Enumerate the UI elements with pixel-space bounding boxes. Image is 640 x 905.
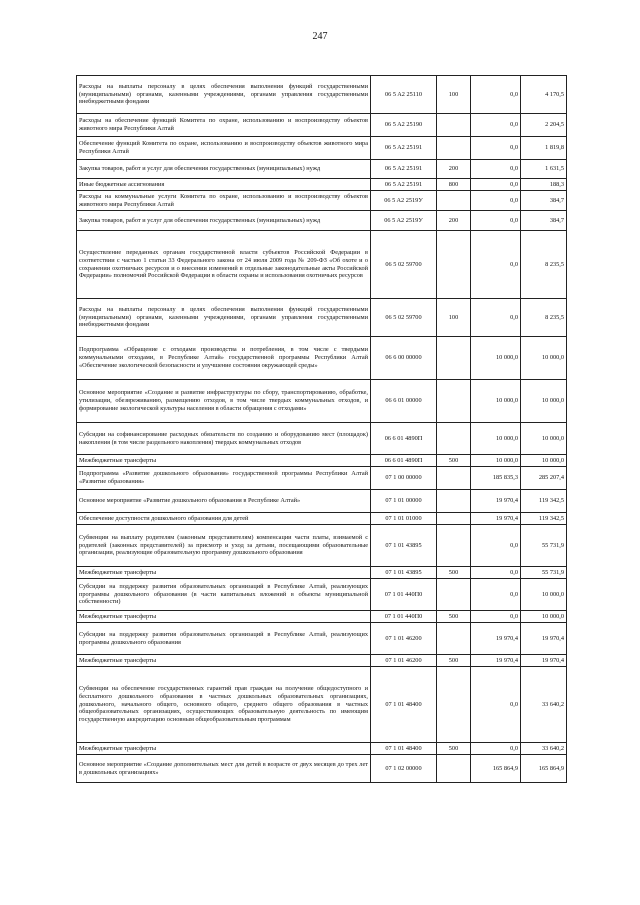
row-type [437, 337, 471, 380]
row-value-2: 10 000,0 [521, 423, 567, 455]
row-name: Субвенции на обеспечение государственных гарантий прав граждан на получение общедоступного и бесплатного дошкольного образования в частных дошкольных образовательных организациях, дошкольного, начального общего, основного общего, среднего общего образования в частных общеобразовательных организациях, осуществляющих образовательную деятельность по имеющим государственную аккредитацию основным общеобразовательным программам [77, 667, 371, 743]
row-name: Расходы на выплаты персоналу в целях обеспечения выполнения функций государственными (муниципальными) органами, казенными учреждениями, органами управления государственными внебюджетными фондами [77, 299, 371, 337]
row-name: Межбюджетные трансферты [77, 455, 371, 467]
row-code: 07 1 01 440П0 [371, 611, 437, 623]
row-value-1: 0,0 [471, 114, 521, 137]
row-type: 500 [437, 567, 471, 579]
page-number: 247 [312, 31, 328, 42]
table-row [77, 611, 567, 623]
row-value-2: 8 235,5 [521, 299, 567, 337]
row-value-2: 1 631,5 [521, 160, 567, 179]
row-code: 07 1 01 00000 [371, 490, 437, 513]
row-type [437, 114, 471, 137]
row-name: Субсидии на поддержку развития образовательных организаций в Республике Алтай, реализующих программы дошкольного образования (в части капитальных вложений в объекты муниципальной собственности) [77, 579, 371, 611]
row-value-2: 10 000,0 [521, 380, 567, 423]
row-name: Межбюджетные трансферты [77, 655, 371, 667]
row-code: 07 1 01 01000 [371, 513, 437, 525]
table-row [77, 211, 567, 231]
row-code: 07 1 01 48400 [371, 743, 437, 755]
row-name: Закупка товаров, работ и услуг для обеспечения государственных (муниципальных) нужд [77, 160, 371, 179]
table-row [77, 191, 567, 211]
table-row [77, 114, 567, 137]
row-value-1: 19 970,4 [471, 490, 521, 513]
table-row [77, 137, 567, 160]
row-value-2: 10 000,0 [521, 611, 567, 623]
row-value-2: 10 000,0 [521, 337, 567, 380]
row-name: Межбюджетные трансферты [77, 743, 371, 755]
table-row [77, 655, 567, 667]
row-value-2: 285 207,4 [521, 467, 567, 490]
table-row [77, 299, 567, 337]
row-value-1: 0,0 [471, 299, 521, 337]
row-code: 06 5 A2 2519У [371, 211, 437, 231]
row-type [437, 667, 471, 743]
row-name: Основное мероприятие «Создание и развитие инфраструктуры по сбору, транспортированию, обработке, утилизации, обезвреживанию, размещению отходов, в том числе твердых коммунальных отходов, и формирование экологической культуры населения в области обращения с отходами» [77, 380, 371, 423]
row-type [437, 623, 471, 655]
table-row [77, 579, 567, 611]
budget-table [76, 75, 567, 783]
row-type: 100 [437, 76, 471, 114]
row-value-2: 10 000,0 [521, 579, 567, 611]
row-value-1: 0,0 [471, 76, 521, 114]
row-type [437, 513, 471, 525]
row-name: Подпрограмма «Развитие дошкольного образования» государственной программы Республики Алтай «Развитие образования» [77, 467, 371, 490]
row-code: 07 1 01 46200 [371, 655, 437, 667]
budget-table-body [77, 76, 567, 783]
row-value-1: 0,0 [471, 743, 521, 755]
row-value-2: 165 864,9 [521, 755, 567, 783]
row-code: 07 1 01 440П0 [371, 579, 437, 611]
row-value-2: 384,7 [521, 191, 567, 211]
row-code: 06 5 02 59700 [371, 299, 437, 337]
row-name: Субсидии на софинансирование расходных обязательств по созданию и оборудованию мест (площадок) накопления (в том числе раздельного накопления) твердых коммунальных отходов [77, 423, 371, 455]
row-value-2: 119 342,5 [521, 513, 567, 525]
table-row [77, 455, 567, 467]
row-value-1: 0,0 [471, 179, 521, 191]
row-value-2: 55 731,9 [521, 525, 567, 567]
row-name: Обеспечение функций Комитета по охране, использованию и воспроизводству объектов животного мира Республики Алтай [77, 137, 371, 160]
row-type [437, 191, 471, 211]
row-value-1: 0,0 [471, 211, 521, 231]
row-value-2: 19 970,4 [521, 623, 567, 655]
row-name: Расходы на обеспечение функций Комитета по охране, использованию и воспроизводству объектов животного мира Республики Алтай [77, 114, 371, 137]
row-type: 100 [437, 299, 471, 337]
row-code: 06 5 A2 25191 [371, 137, 437, 160]
row-code: 06 5 02 59700 [371, 231, 437, 299]
table-row [77, 490, 567, 513]
table-row [77, 231, 567, 299]
table-row [77, 623, 567, 655]
row-value-2: 19 970,4 [521, 655, 567, 667]
row-code: 06 5 A2 25191 [371, 179, 437, 191]
row-type [437, 467, 471, 490]
row-type: 500 [437, 743, 471, 755]
table-row [77, 743, 567, 755]
table-row [77, 380, 567, 423]
row-type [437, 380, 471, 423]
row-name: Субвенции на выплату родителям (законным представителям) компенсации части платы, взимаемой с родителей (законных представителей) за присмотр и уход за детьми, посещающими образовательные организации, реализующие образовательную программу дошкольного образования [77, 525, 371, 567]
table-row [77, 337, 567, 380]
row-code: 07 1 01 46200 [371, 623, 437, 655]
row-code: 06 5 A2 25191 [371, 160, 437, 179]
row-type: 500 [437, 611, 471, 623]
row-value-2: 55 731,9 [521, 567, 567, 579]
row-value-2: 1 819,8 [521, 137, 567, 160]
table-row [77, 755, 567, 783]
row-value-1: 19 970,4 [471, 623, 521, 655]
row-name: Межбюджетные трансферты [77, 611, 371, 623]
row-code: 06 5 A2 25190 [371, 114, 437, 137]
row-type [437, 579, 471, 611]
row-type: 500 [437, 455, 471, 467]
row-type [437, 755, 471, 783]
row-code: 07 1 01 43895 [371, 525, 437, 567]
row-value-1: 0,0 [471, 579, 521, 611]
row-name: Обеспечение доступности дошкольного образования для детей [77, 513, 371, 525]
row-code: 06 5 A2 25110 [371, 76, 437, 114]
table-row [77, 667, 567, 743]
row-type [437, 231, 471, 299]
row-type [437, 423, 471, 455]
row-value-1: 0,0 [471, 160, 521, 179]
row-name: Расходы на коммунальные услуги Комитета по охране, использованию и воспроизводству объектов животного мира Республики Алтай [77, 191, 371, 211]
row-name: Подпрограмма «Обращение с отходами производства и потребления, в том числе с твердыми коммунальными отходами, в Республике Алтай» государственной программы Республики Алтай «Обеспечение экологической безопасности и улучшение состояния окружающей среды» [77, 337, 371, 380]
row-code: 06 6 00 00000 [371, 337, 437, 380]
row-value-1: 10 000,0 [471, 423, 521, 455]
row-value-1: 0,0 [471, 667, 521, 743]
table-row [77, 513, 567, 525]
row-value-2: 4 170,5 [521, 76, 567, 114]
row-value-2: 119 342,5 [521, 490, 567, 513]
row-name: Основное мероприятие «Создание дополнительных мест для детей в возрасте от двух месяцев до трех лет в дошкольных организациях» [77, 755, 371, 783]
row-value-1: 19 970,4 [471, 655, 521, 667]
row-value-1: 185 835,3 [471, 467, 521, 490]
row-code: 06 6 01 00000 [371, 380, 437, 423]
row-code: 07 1 01 48400 [371, 667, 437, 743]
row-value-2: 188,3 [521, 179, 567, 191]
row-value-2: 10 000,0 [521, 455, 567, 467]
row-code: 06 6 01 4890П [371, 455, 437, 467]
row-type: 800 [437, 179, 471, 191]
row-value-2: 33 640,2 [521, 743, 567, 755]
table-row [77, 525, 567, 567]
row-name: Иные бюджетные ассигнования [77, 179, 371, 191]
row-value-2: 33 640,2 [521, 667, 567, 743]
row-value-2: 8 235,5 [521, 231, 567, 299]
row-name: Основное мероприятие «Развитие дошкольного образования в Республике Алтай» [77, 490, 371, 513]
row-value-1: 10 000,0 [471, 337, 521, 380]
row-value-1: 10 000,0 [471, 455, 521, 467]
row-value-1: 19 970,4 [471, 513, 521, 525]
table-row [77, 76, 567, 114]
table-row [77, 567, 567, 579]
row-name: Межбюджетные трансферты [77, 567, 371, 579]
row-code: 06 5 A2 2519У [371, 191, 437, 211]
table-row [77, 423, 567, 455]
row-value-1: 0,0 [471, 525, 521, 567]
row-value-1: 10 000,0 [471, 380, 521, 423]
row-value-2: 384,7 [521, 211, 567, 231]
row-type [437, 525, 471, 567]
row-value-1: 0,0 [471, 137, 521, 160]
row-value-1: 0,0 [471, 567, 521, 579]
row-name: Осуществление переданных органам государственной власти субъектов Российской Федерации в соответствии с частью 1 статьи 33 Федерального закона от 24 июля 2009 года № 209-ФЗ «Об охоте и о сохранении охотничьих ресурсов и о внесении изменений в отдельные законодательные акты Российской Федерации» полномочий Российской Федерации в области охраны и использования охотничьих ресурсов [77, 231, 371, 299]
row-value-1: 0,0 [471, 191, 521, 211]
row-code: 07 1 01 43895 [371, 567, 437, 579]
table-row [77, 160, 567, 179]
row-type: 200 [437, 160, 471, 179]
row-type: 200 [437, 211, 471, 231]
row-type [437, 490, 471, 513]
row-code: 07 1 02 00000 [371, 755, 437, 783]
table-row [77, 179, 567, 191]
table-row [77, 467, 567, 490]
row-code: 07 1 00 00000 [371, 467, 437, 490]
row-name: Закупка товаров, работ и услуг для обеспечения государственных (муниципальных) нужд [77, 211, 371, 231]
row-value-1: 0,0 [471, 611, 521, 623]
row-value-2: 2 204,5 [521, 114, 567, 137]
row-value-1: 165 864,9 [471, 755, 521, 783]
row-code: 06 6 01 4890П [371, 423, 437, 455]
row-type: 500 [437, 655, 471, 667]
row-name: Субсидии на поддержку развития образовательных организаций в Республике Алтай, реализующих программы дошкольного образования [77, 623, 371, 655]
row-name: Расходы на выплаты персоналу в целях обеспечения выполнения функций государственными (муниципальными) органами, казенными учреждениями, органами управления государственными внебюджетными фондами [77, 76, 371, 114]
row-value-1: 0,0 [471, 231, 521, 299]
row-type [437, 137, 471, 160]
